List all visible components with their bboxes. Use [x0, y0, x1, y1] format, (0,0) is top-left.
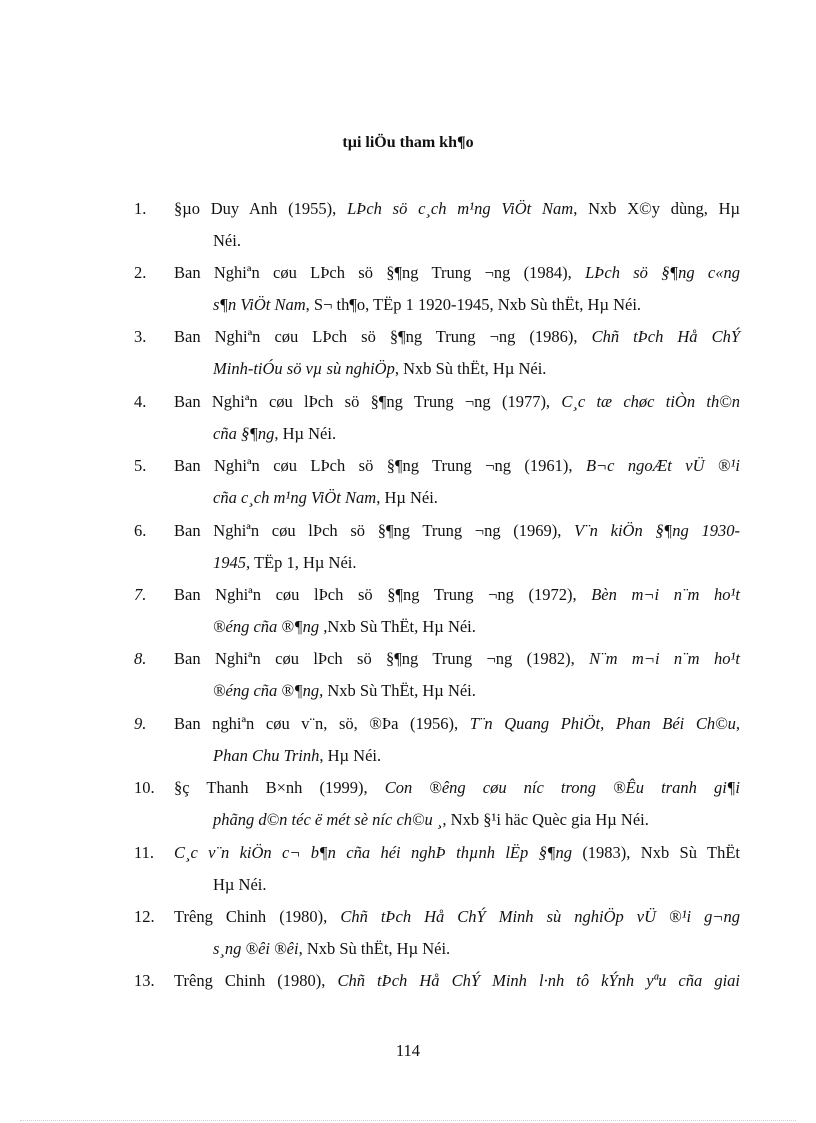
reference-number: 10.	[134, 778, 155, 797]
reference-number: 2.	[134, 263, 147, 282]
page-bottom-divider	[20, 1120, 796, 1121]
reference-number: 3.	[134, 327, 147, 346]
reference-number: 6.	[134, 521, 147, 540]
page-title: tµi liÖu tham kh¶o	[342, 134, 474, 151]
reference-number: 7.	[134, 585, 147, 604]
reference-number: 11.	[134, 843, 155, 862]
page-number: 114	[395, 1041, 421, 1060]
reference-number: 1.	[134, 199, 147, 218]
reference-number: 13.	[134, 971, 155, 990]
reference-number: 12.	[134, 907, 155, 926]
reference-number: 9.	[134, 714, 147, 733]
reference-number: 5.	[134, 456, 147, 475]
reference-number: 8.	[134, 649, 147, 668]
reference-number: 4.	[134, 392, 147, 411]
